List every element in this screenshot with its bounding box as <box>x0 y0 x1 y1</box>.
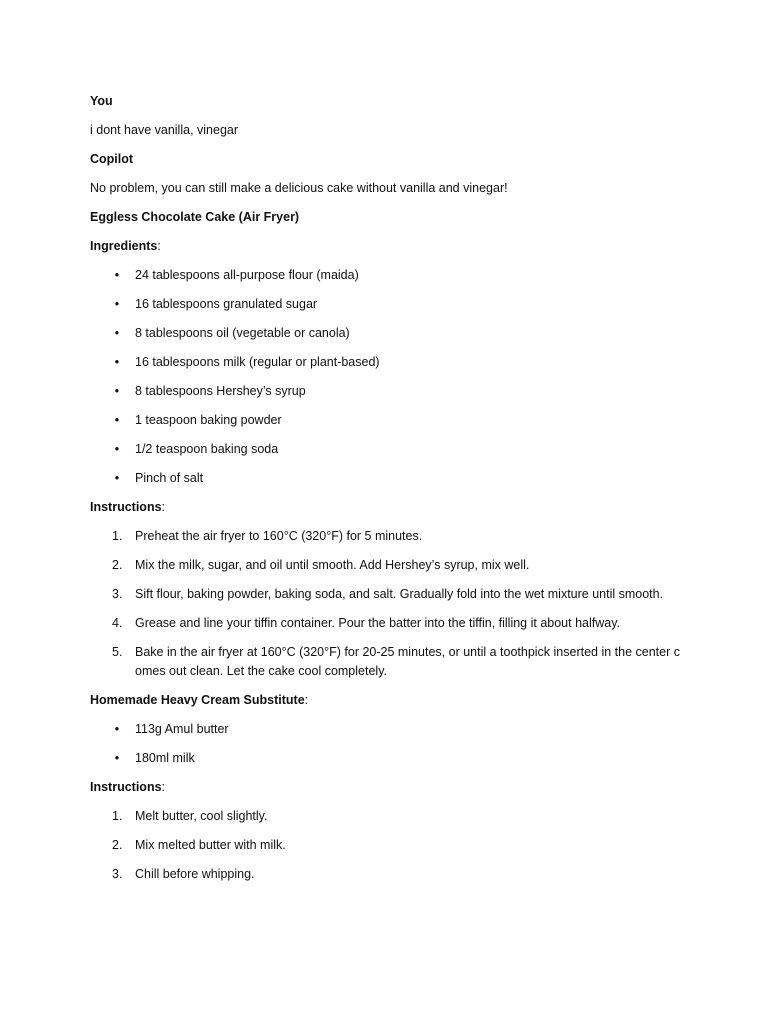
recipe-title: Eggless Chocolate Cake (Air Fryer) <box>90 210 300 224</box>
list-item <box>90 556 690 575</box>
cream-instructions-list <box>90 807 690 884</box>
step-text: Mix melted butter with milk. <box>135 838 286 852</box>
step-number: 3. <box>112 867 123 881</box>
step-text: Melt butter, cool slightly. <box>135 809 268 823</box>
step-text: Mix the milk, sugar, and oil until smooth. Add Hershey’s syrup, mix well. <box>135 558 530 572</box>
user-label: You <box>90 94 113 108</box>
step-text: Grease and line your tiffin container. Pour the batter into the tiffin, filling it about halfway. <box>135 616 621 630</box>
ingredient-text: 8 tablespoons oil (vegetable or canola) <box>135 326 350 340</box>
list-item <box>90 440 690 459</box>
ingredient-text: 113g Amul butter <box>135 722 229 736</box>
cream-title <box>90 691 690 710</box>
user-message: i dont have vanilla, vinegar <box>90 123 239 137</box>
bullet-marker: • <box>114 413 120 427</box>
list-item <box>90 585 690 604</box>
ingredient-text: Pinch of salt <box>135 471 204 485</box>
bullet-marker: • <box>114 384 120 398</box>
bullet-marker: • <box>114 297 120 311</box>
step-number: 3. <box>112 587 123 601</box>
recipe-ingredients-list <box>90 266 690 488</box>
step-number: 2. <box>112 838 123 852</box>
instructions-heading-colon: : <box>161 500 166 514</box>
bullet-marker: • <box>114 268 120 282</box>
list-item <box>90 266 690 285</box>
cream-ingredients-list <box>90 720 690 768</box>
step-number: 1. <box>112 809 123 823</box>
step-text: Bake in the air fryer at 160°C (320°F) for 20-25 minutes, or until a toothpick inserted in the center comes out clean. Let the cake cool completely. <box>135 645 680 678</box>
list-item <box>90 382 690 401</box>
cream-instructions-heading-text: Instructions <box>90 780 162 794</box>
ingredients-heading <box>90 237 690 256</box>
step-text: Sift flour, baking powder, baking soda, and salt. Gradually fold into the wet mixture until smooth. <box>135 587 664 601</box>
step-text: Chill before whipping. <box>135 867 255 881</box>
step-number: 2. <box>112 558 123 572</box>
bullet-marker: • <box>114 722 120 736</box>
ingredient-text: 1 teaspoon baking powder <box>135 413 282 427</box>
step-number: 4. <box>112 616 123 630</box>
step-number: 5. <box>112 645 123 659</box>
list-item <box>90 353 690 372</box>
ingredient-text: 1/2 teaspoon baking soda <box>135 442 279 456</box>
recipe-instructions-list <box>90 527 690 681</box>
list-item <box>90 749 690 768</box>
list-item <box>90 836 690 855</box>
cream-title-text: Homemade Heavy Cream Substitute <box>90 693 305 707</box>
bullet-marker: • <box>114 355 120 369</box>
assistant-label: Copilot <box>90 152 134 166</box>
ingredients-heading-text: Ingredients <box>90 239 158 253</box>
document-page <box>90 92 690 894</box>
list-item <box>90 324 690 343</box>
step-number: 1. <box>112 529 123 543</box>
ingredient-text: 16 tablespoons granulated sugar <box>135 297 318 311</box>
instructions-heading <box>90 498 690 517</box>
ingredient-text: 24 tablespoons all-purpose flour (maida) <box>135 268 359 282</box>
ingredient-text: 8 tablespoons Hershey’s syrup <box>135 384 306 398</box>
list-item <box>90 807 690 826</box>
list-item <box>90 527 690 546</box>
bullet-marker: • <box>114 442 120 456</box>
ingredient-text: 180ml milk <box>135 751 195 765</box>
list-item <box>90 614 690 633</box>
list-item <box>90 469 690 488</box>
ingredients-heading-colon: : <box>157 239 161 253</box>
list-item <box>90 720 690 739</box>
bullet-marker: • <box>114 326 120 340</box>
bullet-marker: • <box>114 751 120 765</box>
assistant-intro: No problem, you can still make a delicious cake without vanilla and vinegar! <box>90 181 508 195</box>
instructions-heading-text: Instructions <box>90 500 162 514</box>
list-item <box>90 865 690 884</box>
list-item <box>90 411 690 430</box>
cream-instructions-heading-colon: : <box>161 780 166 794</box>
list-item <box>90 643 690 681</box>
cream-instructions-heading <box>90 778 690 797</box>
ingredient-text: 16 tablespoons milk (regular or plant-based) <box>135 355 380 369</box>
bullet-marker: • <box>114 471 120 485</box>
step-text: Preheat the air fryer to 160°C (320°F) for 5 minutes. <box>135 529 423 543</box>
list-item <box>90 295 690 314</box>
cream-title-colon: : <box>304 693 309 707</box>
